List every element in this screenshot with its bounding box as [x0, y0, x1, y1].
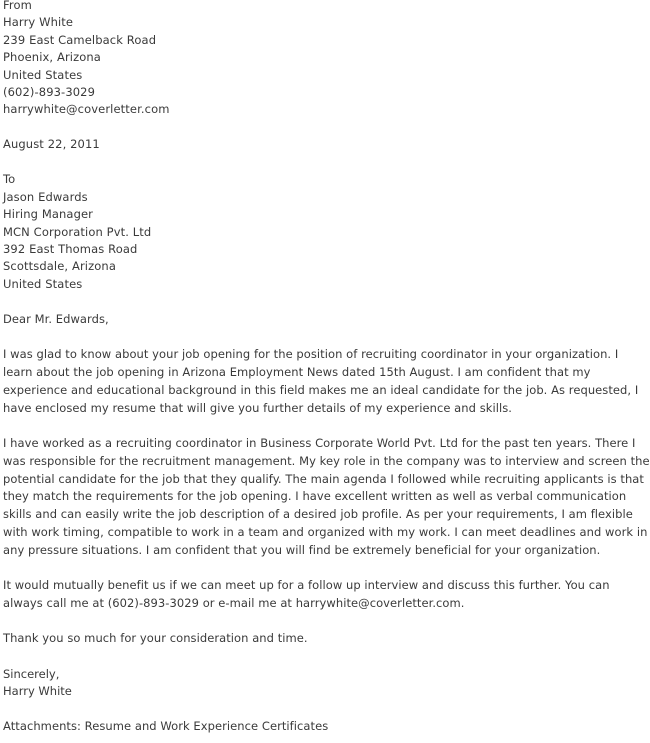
sender-name: Harry White	[3, 15, 74, 30]
spacer	[3, 701, 650, 719]
spacer	[3, 154, 650, 172]
sender-phone: (602)-893-3029	[3, 85, 96, 100]
valediction: Sincerely,	[3, 666, 60, 681]
spacer	[3, 613, 650, 631]
spacer	[3, 560, 650, 578]
recipient-company: MCN Corporation Pvt. Ltd	[3, 224, 152, 239]
recipient-heading: To	[3, 172, 16, 187]
body-paragraph-2: I have worked as a recruiting coordinator in Business Corporate World Pvt. Ltd for the past ten years. There I was responsible for the recruitment management. My key role in the company was to interview and screen the potential candidate for the job that they qualify. The main agenda I followed while recruiting applicants is that they match the requirements for the job opening. I have excellent written as well as verbal communication skills and can easily write the job description of a desired job profile. As per your requirements, I am flexible with work timing, compatible to work in a team and organized with my work. I can meet deadlines and work in any pressure situations. I am confident that you will find be extremely beneficial for your organization.	[3, 436, 650, 557]
sender-heading: From	[3, 0, 32, 12]
body-paragraph-1: I was glad to know about your job opening for the position of recruiting coordinator in your organization. I learn about the job opening in Arizona Employment News dated 15th August. I am confident that my experience and educational background in this field makes me an ideal candidate for the job. As requested, I have enclosed my resume that will give you further details of my experience and skills.	[3, 347, 639, 415]
body-paragraph-4: Thank you so much for your consideration and time.	[3, 631, 308, 646]
recipient-address-block	[3, 171, 650, 293]
letter-date	[3, 136, 650, 153]
recipient-country: United States	[3, 276, 83, 291]
spacer	[3, 329, 650, 347]
spacer	[3, 417, 650, 435]
salutation: Dear Mr. Edwards,	[3, 311, 109, 326]
closing-block	[3, 666, 650, 701]
spacer	[3, 119, 650, 137]
sender-email: harrywhite@coverletter.com	[3, 102, 170, 117]
spacer	[3, 648, 650, 666]
sender-street: 239 East Camelback Road	[3, 32, 157, 47]
recipient-name: Jason Edwards	[3, 189, 88, 204]
letter-body	[3, 0, 650, 736]
signature-name: Harry White	[3, 684, 72, 699]
recipient-street: 392 East Thomas Road	[3, 242, 138, 257]
recipient-city-state: Scottsdale, Arizona	[3, 259, 116, 274]
sender-city-state: Phoenix, Arizona	[3, 50, 101, 65]
attachments-line: Attachments: Resume and Work Experience Certificates	[3, 719, 329, 734]
sender-address-block	[3, 0, 650, 119]
sender-country: United States	[3, 67, 83, 82]
recipient-title: Hiring Manager	[3, 207, 94, 222]
spacer	[3, 293, 650, 311]
body-paragraph-3: It would mutually benefit us if we can meet up for a follow up interview and discuss this further. You can always call me at (602)-893-3029 or e-mail me at harrywhite@coverletter.com.	[3, 578, 610, 611]
date-text: August 22, 2011	[3, 137, 100, 152]
